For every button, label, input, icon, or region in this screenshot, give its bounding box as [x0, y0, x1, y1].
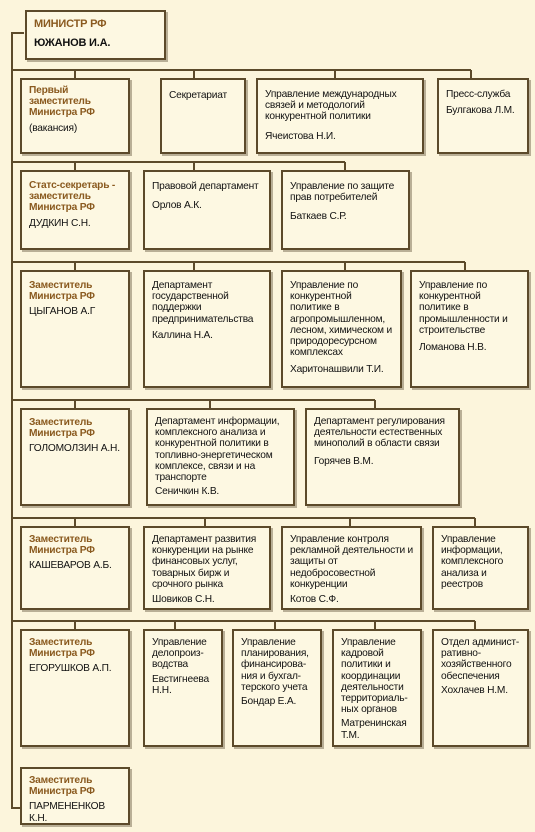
- box-person: Каллина Н.А.: [152, 329, 213, 341]
- financial-markets-box: [143, 526, 271, 610]
- deputy-tsyganov-box: [20, 270, 130, 388]
- intl-relations-box: [256, 78, 424, 154]
- box-title: Управление по конкурентной политике в агропромышленном, лесном, химическом и природоресурсном комплексах: [290, 280, 392, 359]
- records-management-box: [143, 629, 223, 747]
- box-title: Заместитель Министра РФ: [29, 775, 95, 798]
- box-person: Баткаев С.Р.: [290, 211, 347, 223]
- box-person: Харитонашвили Т.И.: [290, 364, 384, 376]
- box-title: Заместитель Министра РФ: [29, 280, 95, 303]
- box-title: Департамент регулирования деятельности естественных минополий в области связи: [314, 416, 445, 450]
- box-title: Пресс-служба: [446, 89, 511, 100]
- box-person: Ломанова Н.В.: [419, 342, 487, 354]
- info-registers-box: [432, 526, 529, 610]
- deputy-egorushkov-box: [20, 629, 130, 747]
- advertising-control-box: [281, 526, 422, 610]
- box-person: Орлов А.К.: [152, 200, 202, 212]
- monopoly-regulation-box: [305, 408, 460, 506]
- industry-policy-box: [410, 270, 529, 388]
- box-person: ДУДКИН С.Н.: [29, 217, 91, 229]
- box-title: Заместитель Министра РФ: [29, 417, 95, 440]
- agro-policy-box: [281, 270, 402, 388]
- deputy-golomolzin-box: [20, 408, 130, 506]
- box-person: ПАРМЕНЕНКОВ К.Н.: [29, 801, 105, 824]
- box-title: Первый заместитель Министра РФ: [29, 85, 95, 119]
- box-person: ГОЛОМОЛЗИН А.Н.: [29, 443, 120, 455]
- hr-policy-box: [332, 629, 422, 747]
- state-secretary-box: [20, 170, 130, 250]
- business-support-box: [143, 270, 271, 388]
- box-title: Заместитель Министра РФ: [29, 637, 95, 660]
- box-title: Правовой департамент: [152, 181, 259, 192]
- box-title: Управление информации, комплексного анализа и реестров: [441, 534, 504, 590]
- box-title: Управление делопроиз-водства: [152, 637, 207, 671]
- box-person: (вакансия): [29, 122, 78, 134]
- box-person: Ячеистова Н.И.: [265, 130, 336, 142]
- box-person: ЮЖАНОВ И.А.: [34, 37, 111, 50]
- box-title: Управление по защите прав потребителей: [290, 181, 395, 204]
- planning-finance-box: [232, 629, 322, 747]
- secretariat-box: [160, 78, 246, 154]
- deputy-kashevarov-box: [20, 526, 130, 610]
- box-person: Горячев В.М.: [314, 455, 374, 467]
- box-person: Хохлачев Н.М.: [441, 684, 508, 696]
- box-title: Отдел админист-ративно-хозяйственного обеспечения: [441, 637, 520, 682]
- box-person: Евстигнеева Н.Н.: [152, 673, 209, 696]
- box-title: Департамент информации, комплексного анализа и конкурентной политики в топливно-энергетическом комплексе, связи и на транспорте: [155, 416, 280, 484]
- box-title: Управление по конкурентной политике в промышленности и строительстве: [419, 280, 508, 336]
- box-title: Департамент государственной поддержки предпринимательства: [152, 280, 254, 325]
- box-title: Управление контроля рекламной деятельности и защиты от недобросовестной конкуренции: [290, 534, 414, 590]
- box-title: Управление международных связей и методологий конкурентной политики: [265, 89, 397, 123]
- box-title: Статс-секретарь - заместитель Министра РФ: [29, 180, 116, 214]
- box-person: ЦЫГАНОВ А.Г: [29, 306, 96, 318]
- box-person: ЕГОРУШКОВ А.П.: [29, 663, 112, 675]
- press-service-box: [437, 78, 529, 154]
- deputy-parmenenkov-box: [20, 767, 130, 825]
- box-title: Заместитель Министра РФ: [29, 534, 95, 557]
- consumer-protection-box: [281, 170, 410, 250]
- first-deputy-box: [20, 78, 130, 154]
- box-person: КАШЕВАРОВ А.Б.: [29, 560, 112, 572]
- legal-dept-box: [143, 170, 271, 250]
- box-title: Департамент развития конкуренции на рынке финансовых услуг, товарных бирж и срочного рынка: [152, 534, 257, 590]
- box-title: Секретариат: [169, 90, 227, 101]
- box-person: Бондар Е.А.: [241, 696, 297, 708]
- admin-support-box: [432, 629, 529, 747]
- minister-box: [25, 10, 166, 60]
- box-person: Матренинская Т.М.: [341, 718, 407, 741]
- fuel-energy-dept-box: [146, 408, 295, 506]
- box-title: Управление планирования, финансирова-ния и бухгал-терского учета: [241, 637, 309, 693]
- box-person: Котов С.Ф.: [290, 594, 339, 606]
- box-person: Шовиков С.Н.: [152, 594, 215, 606]
- box-title: МИНИСТР РФ: [34, 18, 107, 30]
- box-person: Булгакова Л.М.: [446, 105, 515, 117]
- box-person: Сеничкин К.В.: [155, 486, 220, 498]
- box-title: Управление кадровой политики и координации деятельности территориаль-ных органов: [341, 637, 408, 716]
